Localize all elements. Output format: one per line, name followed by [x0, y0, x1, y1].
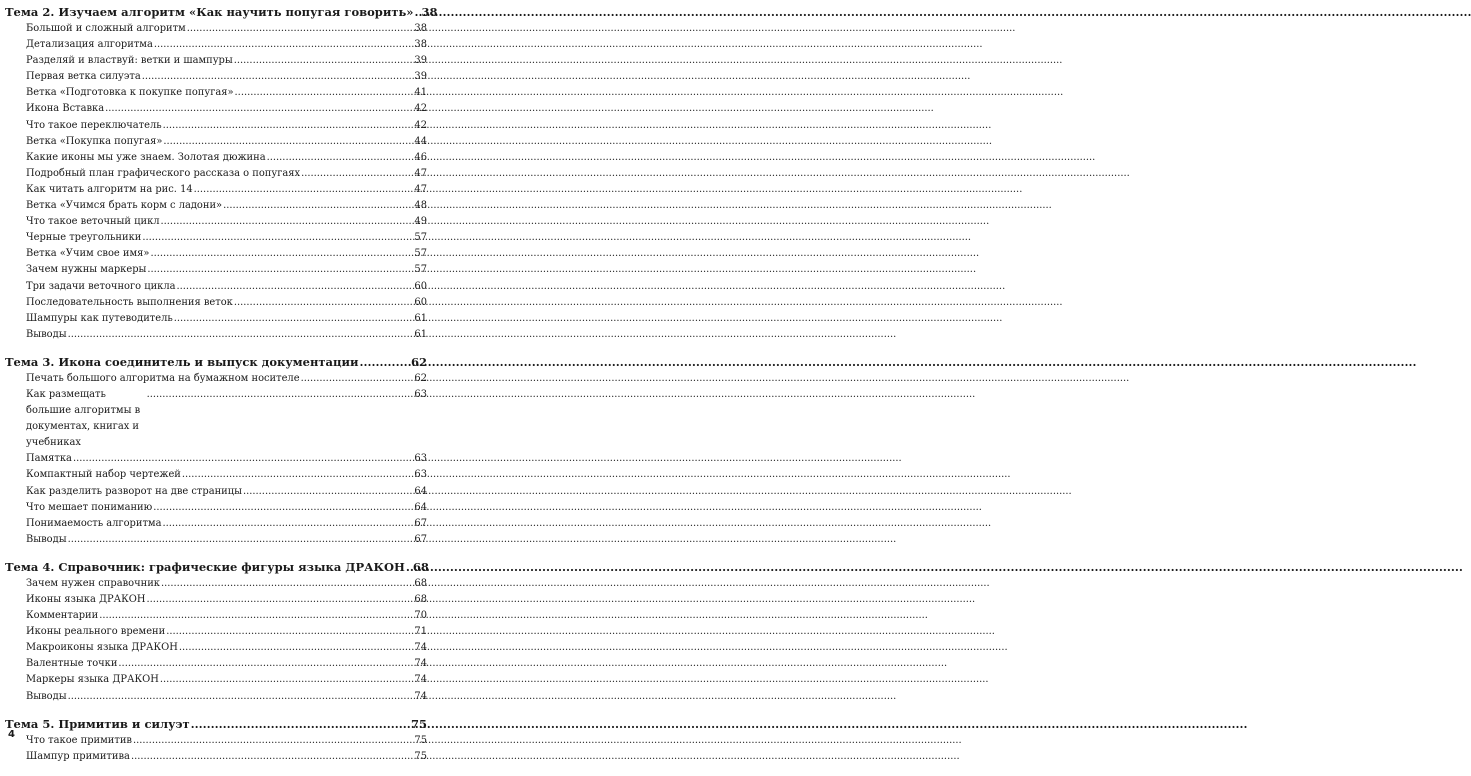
entry-title: Зачем нужны маркеры — [26, 264, 147, 276]
entry-title: Разделяй и властвуй: ветки и шампуры — [26, 55, 233, 67]
entry-page-number: 60 — [414, 296, 427, 308]
dot-leader — [68, 532, 414, 548]
entry-title: Ветка «Покупка попугая» — [26, 135, 163, 147]
toc-entry[interactable] — [26, 118, 427, 134]
table-of-contents — [5, 4, 438, 776]
entry-title: Подробный план графического рассказа о попугаях — [26, 167, 301, 179]
dot-leader — [133, 733, 413, 749]
entry-page-number: 44 — [414, 135, 427, 147]
toc-section — [5, 559, 427, 705]
entry-page-number: 60 — [414, 280, 427, 292]
entry-page-number: 46 — [414, 151, 427, 163]
entry-title: Макроиконы языка ДРАКОН — [26, 642, 178, 654]
dot-leader — [68, 689, 414, 705]
toc-entry[interactable] — [26, 295, 427, 311]
dot-leader — [154, 37, 414, 53]
entry-title: Как размещать большие алгоритмы в документах, книгах и учебниках — [26, 388, 141, 449]
entry-title: Ветка «Учимся брать корм с ладони» — [26, 200, 223, 212]
section-title: Тема 3. Икона соединитель и выпуск документации — [5, 354, 359, 369]
dot-leader — [187, 21, 414, 37]
entry-title: Шампур примитива — [26, 750, 130, 762]
toc-entry[interactable] — [26, 21, 427, 37]
dot-leader — [161, 214, 414, 230]
dot-leader — [235, 85, 414, 101]
entry-title: Компактный набор чертежей — [26, 469, 181, 481]
toc-entry[interactable] — [26, 262, 427, 278]
toc-entry[interactable] — [26, 640, 427, 656]
toc-entry[interactable] — [26, 484, 427, 500]
dot-leader — [166, 624, 413, 640]
dot-leader — [161, 576, 413, 592]
toc-entry[interactable] — [26, 608, 427, 624]
dot-leader — [142, 69, 414, 85]
entry-page-number: 63 — [414, 453, 427, 465]
dot-leader — [194, 182, 414, 198]
entry-page-number: 75 — [414, 734, 427, 746]
toc-entry[interactable] — [26, 230, 427, 246]
toc-entry[interactable] — [26, 182, 427, 198]
toc-entry[interactable] — [26, 279, 427, 295]
entry-page-number: 74 — [414, 658, 427, 670]
entry-title: Печать большого алгоритма на бумажном носителе — [26, 372, 300, 384]
dot-leader — [360, 354, 410, 371]
entry-title: Детализация алгоритма — [26, 39, 153, 51]
entry-page-number: 42 — [414, 119, 427, 131]
dot-leader — [162, 516, 413, 532]
dot-leader — [118, 656, 413, 672]
dot-leader — [163, 134, 413, 150]
entry-page-number: 62 — [414, 372, 427, 384]
toc-entry[interactable] — [26, 37, 427, 53]
entry-page-number: 68 — [414, 594, 427, 605]
toc-entry[interactable] — [26, 166, 427, 182]
toc-entry[interactable] — [26, 624, 427, 640]
dot-leader — [182, 467, 414, 483]
entry-page-number: 68 — [414, 577, 427, 589]
entry-title: Комментарии — [26, 610, 99, 622]
toc-entry[interactable] — [26, 198, 427, 214]
dot-leader — [177, 279, 414, 295]
dot-leader — [406, 559, 412, 576]
toc-section — [5, 716, 427, 765]
entry-page-number: 70 — [414, 610, 427, 622]
entry-title: Шампуры как путеводитель — [26, 312, 173, 324]
entry-title: Как читать алгоритм на рис. 14 — [26, 183, 193, 195]
entry-page-number: 38 — [414, 23, 427, 34]
entry-title: Последовательность выполнения веток — [26, 296, 233, 308]
toc-entry[interactable] — [26, 85, 427, 101]
entry-page-number: 48 — [414, 200, 427, 212]
entry-page-number: 47 — [414, 167, 427, 179]
entry-page-number: 57 — [414, 248, 427, 260]
dot-leader — [243, 484, 413, 500]
toc-section — [5, 4, 438, 343]
page-number: 4 — [8, 729, 15, 740]
toc-entry[interactable] — [26, 101, 427, 117]
dot-leader — [131, 749, 413, 765]
toc-entry[interactable] — [26, 387, 427, 451]
entry-title: Первая ветка силуэта — [26, 71, 141, 83]
entry-title: Валентные точки — [26, 658, 118, 670]
section-page-number: 62 — [410, 354, 427, 369]
dot-leader — [73, 451, 413, 467]
dot-leader — [160, 672, 414, 688]
toc-entry[interactable] — [26, 53, 427, 69]
entry-page-number: 47 — [414, 183, 427, 195]
entry-title: Что такое примитив — [26, 734, 132, 746]
section-page-number: 38 — [421, 5, 438, 19]
entry-page-number: 57 — [414, 232, 427, 244]
entry-title: Большой и сложный алгоритм — [26, 23, 186, 34]
entry-page-number: 39 — [414, 55, 427, 67]
section-title: Тема 4. Справочник: графические фигуры языка ДРАКОН — [5, 559, 405, 574]
section-heading[interactable] — [5, 4, 438, 21]
entry-title: Икона Вставка — [26, 103, 105, 115]
entry-page-number: 74 — [414, 642, 427, 654]
toc-entry[interactable] — [26, 246, 427, 262]
toc-entry[interactable] — [26, 214, 427, 230]
dot-leader — [147, 387, 414, 403]
entry-title: Выводы — [26, 328, 67, 340]
toc-entry[interactable] — [26, 749, 427, 765]
entry-page-number: 71 — [414, 626, 427, 638]
entry-title: Что такое веточный цикл — [26, 216, 160, 228]
dot-leader — [301, 371, 414, 387]
entry-title: Что такое переключатель — [26, 119, 162, 131]
dot-leader — [301, 166, 413, 182]
entry-list — [5, 371, 427, 548]
entry-title: Ветка «Учим свое имя» — [26, 248, 150, 260]
toc-entry[interactable] — [26, 532, 427, 548]
entry-page-number: 67 — [414, 517, 427, 529]
toc-entry[interactable] — [26, 576, 427, 592]
entry-page-number: 64 — [414, 485, 427, 497]
section-heading[interactable] — [5, 354, 427, 371]
entry-title: Маркеры языка ДРАКОН — [26, 674, 159, 686]
dot-leader — [99, 608, 413, 624]
entry-title: Черные треугольники — [26, 232, 142, 244]
dot-leader — [223, 198, 413, 214]
toc-entry[interactable] — [26, 672, 427, 688]
section-page-number: 75 — [410, 716, 427, 731]
entry-page-number: 61 — [414, 328, 427, 340]
dot-leader — [174, 311, 414, 327]
dot-leader — [179, 640, 414, 656]
toc-entry[interactable] — [26, 467, 427, 483]
entry-title: Как разделить разворот на две страницы — [26, 485, 242, 497]
entry-page-number: 75 — [414, 750, 427, 762]
toc-entry[interactable] — [26, 516, 427, 532]
dot-leader — [150, 246, 413, 262]
toc-entry[interactable] — [26, 451, 427, 467]
entry-title: Памятка — [26, 453, 72, 465]
entry-title: Что мешает пониманию — [26, 501, 153, 513]
section-heading[interactable] — [5, 716, 427, 733]
toc-entry[interactable] — [26, 500, 427, 516]
entry-page-number: 74 — [414, 674, 427, 686]
entry-title: Три задачи веточного цикла — [26, 280, 176, 292]
dot-leader — [267, 150, 414, 166]
entry-title: Какие иконы мы уже знаем. Золотая дюжина — [26, 151, 266, 163]
dot-leader — [163, 118, 414, 134]
dot-leader — [415, 4, 421, 21]
entry-page-number: 49 — [414, 216, 427, 228]
dot-leader — [234, 295, 414, 311]
entry-page-number: 64 — [414, 501, 427, 513]
entry-page-number: 42 — [414, 103, 427, 115]
toc-entry[interactable] — [26, 371, 427, 387]
toc-entry[interactable] — [26, 69, 427, 85]
section-title: Тема 2. Изучаем алгоритм «Как научить попугая говорить» — [5, 5, 414, 19]
entry-list — [5, 21, 427, 343]
entry-title: Иконы языка ДРАКОН — [26, 594, 146, 605]
section-title: Тема 5. Примитив и силуэт — [5, 716, 190, 731]
entry-list — [5, 733, 427, 765]
dot-leader — [105, 101, 413, 117]
entry-title: Выводы — [26, 533, 67, 545]
entry-page-number: 41 — [414, 87, 427, 99]
dot-leader — [68, 327, 414, 343]
entry-page-number: 63 — [414, 388, 427, 400]
toc-entry[interactable] — [26, 733, 427, 749]
section-page-number: 68 — [412, 559, 429, 574]
dot-leader — [153, 500, 413, 516]
dot-leader — [191, 716, 410, 733]
entry-page-number: 67 — [414, 533, 427, 545]
entry-page-number: 38 — [414, 39, 427, 51]
entry-title: Понимаемость алгоритма — [26, 517, 162, 529]
dot-leader — [146, 592, 413, 608]
toc-section — [5, 354, 427, 548]
toc-entry[interactable] — [26, 592, 427, 608]
entry-list — [5, 576, 427, 705]
toc-entry[interactable] — [26, 689, 427, 705]
entry-page-number: 61 — [414, 312, 427, 324]
toc-entry[interactable] — [26, 656, 427, 672]
entry-title: Выводы — [26, 690, 67, 702]
entry-title: Иконы реального времени — [26, 626, 166, 638]
toc-entry[interactable] — [26, 134, 427, 150]
entry-title: Ветка «Подготовка к покупке попугая» — [26, 87, 234, 99]
dot-leader — [142, 230, 413, 246]
section-heading[interactable] — [5, 559, 427, 576]
entry-page-number: 74 — [414, 690, 427, 702]
entry-page-number: 39 — [414, 71, 427, 83]
dot-leader — [147, 262, 413, 278]
toc-entry[interactable] — [26, 150, 427, 166]
entry-page-number: 63 — [414, 469, 427, 481]
toc-entry[interactable] — [26, 311, 427, 327]
entry-title: Зачем нужен справочник — [26, 577, 160, 589]
toc-entry[interactable] — [26, 327, 427, 343]
dot-leader — [234, 53, 414, 69]
entry-page-number: 57 — [414, 264, 427, 276]
